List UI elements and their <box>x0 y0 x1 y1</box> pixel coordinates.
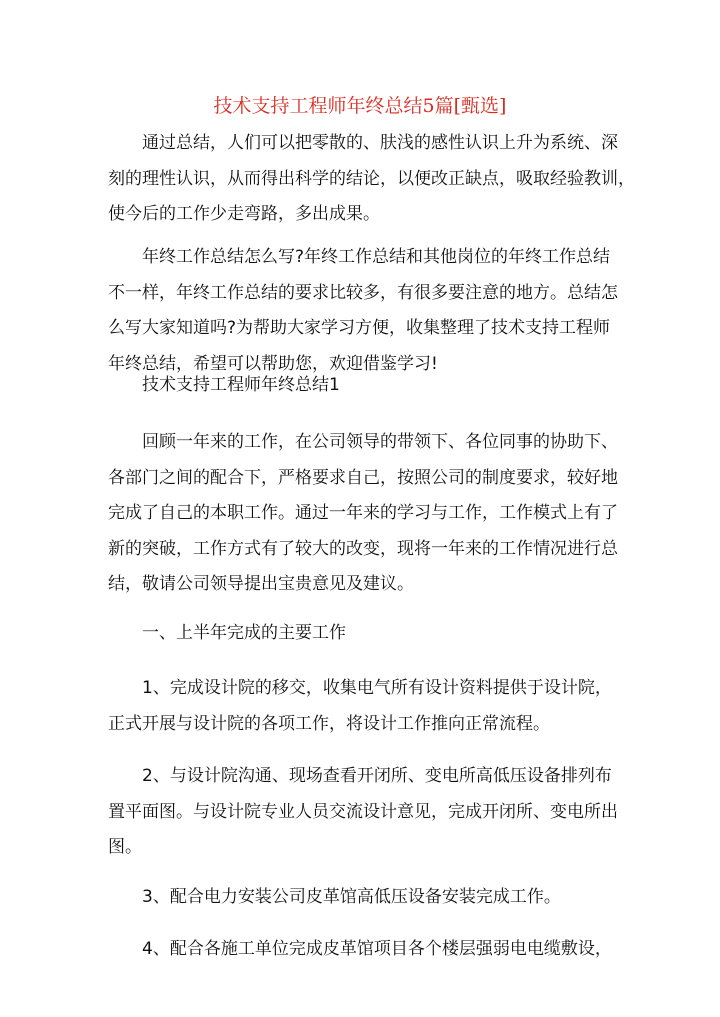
text-line: 各部门之间的配合下，严格要求自己，按照公司的制度要求，较好地 <box>108 467 618 488</box>
text-line: 结，敬请公司领导提出宝贵意见及建议。 <box>108 574 414 594</box>
text-line: 1、完成设计院的移交，收集电气所有设计资料提供于设计院， <box>142 678 612 698</box>
text-line: 置平面图。与设计院专业人员交流设计意见，完成开闭所、变电所出 <box>108 801 618 822</box>
text-line: 技术支持工程师年终总结1 <box>142 375 340 395</box>
text-line: 一、上半年完成的主要工作 <box>142 623 346 643</box>
text-line: 3、配合电力安装公司皮革馆高低压设备安装完成工作。 <box>142 887 561 907</box>
text-line: 完成了自己的本职工作。通过一年来的学习与工作，工作模式上有了 <box>108 503 618 523</box>
text-line: 4、配合各施工单位完成皮革馆项目各个楼层强弱电电缆敷设， <box>142 939 612 959</box>
text-line: 年终工作总结怎么写?年终工作总结和其他岗位的年终工作总结 <box>142 247 611 267</box>
text-line: 使今后的工作少走弯路，多出成果。 <box>108 204 380 224</box>
text-line: 通过总结，人们可以把零散的、肤浅的感性认识上升为系统、深 <box>142 133 618 153</box>
paragraph-intro <box>108 126 635 233</box>
list-item-4 <box>108 932 612 968</box>
list-item-3 <box>108 880 608 916</box>
section-heading-summary-1 <box>108 368 608 404</box>
list-item-1 <box>108 671 612 742</box>
text-line: 2、与设计院沟通、现场查看开闭所、变电所高低压设备排列布 <box>142 766 612 786</box>
list-item-2 <box>108 759 618 866</box>
text-line: 正式开展与设计院的各项工作，将设计工作推向正常流程。 <box>108 713 550 734</box>
text-line: 么写大家知道吗?为帮助大家学习方便，收集整理了技术支持工程师 <box>108 318 611 338</box>
paragraph-review <box>108 425 618 603</box>
text-line: 新的突破，工作方式有了较大的改变，现将一年来的工作情况进行总 <box>108 538 618 559</box>
text-line: 图。 <box>108 837 142 857</box>
paragraph-how-to-write <box>108 240 618 382</box>
text-line: 刻的理性认识，从而得出科学的结论，以便改正缺点，吸取经验教训， <box>108 168 635 189</box>
text-line: 不一样，年终工作总结的要求比较多，有很多要注意的地方。总结怎 <box>108 282 618 303</box>
section-heading-first-half <box>108 616 608 652</box>
text-line: 回顾一年来的工作，在公司领导的带领下、各位同事的协助下、 <box>142 432 618 452</box>
document-title: 技术支持工程师年终总结5篇[甄选] <box>213 95 507 117</box>
text-line: 年终总结，希望可以帮助您，欢迎借鉴学习! <box>108 353 438 374</box>
